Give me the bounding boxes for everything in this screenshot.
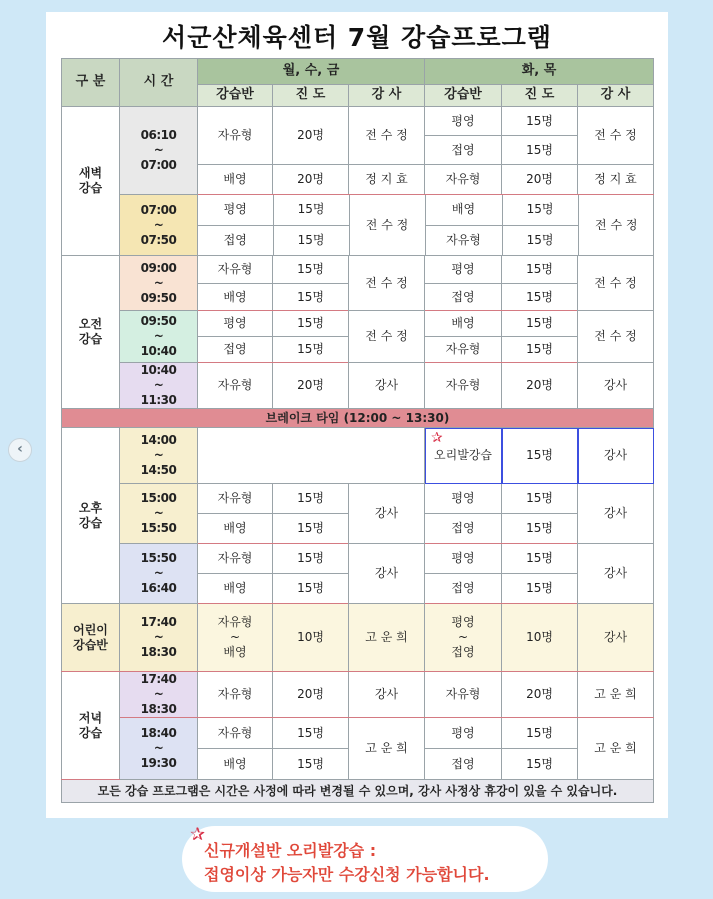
class-cell: 자유형 <box>198 107 273 165</box>
table-row <box>62 718 654 749</box>
count-cell: 15명 <box>273 484 349 514</box>
count-cell: 20명 <box>273 107 349 165</box>
break-row <box>62 409 654 428</box>
instructor-cell: 강사 <box>349 672 425 718</box>
instructor-cell: 전 수 정 <box>349 195 425 255</box>
count-cell: 10명 <box>273 604 349 672</box>
class-cell: 평영 ~ 접영 <box>425 604 502 672</box>
header-row <box>62 59 654 85</box>
table-row <box>62 428 654 484</box>
count-cell: 15명 <box>502 107 578 136</box>
instructor-cell: 강사 <box>349 484 425 544</box>
class-cell: 평영 <box>425 544 502 574</box>
instructor-cell: 강사 <box>349 363 425 409</box>
class-cell: 배영 <box>198 749 273 780</box>
count-cell: 20명 <box>273 165 349 195</box>
count-cell: 15명 <box>273 337 349 363</box>
section-dawn: 새벽 강습 <box>62 107 120 256</box>
time-slot: 17:40 ~ 18:30 <box>120 604 198 672</box>
page-title: 서군산체육센터 7월 강습프로그램 <box>162 23 552 52</box>
header-instructor-mwf: 강 사 <box>349 85 425 107</box>
instructor-cell: 전 수 정 <box>349 107 425 165</box>
header-class-mwf: 강습반 <box>198 85 273 107</box>
count-cell: 20명 <box>273 363 349 409</box>
table-row <box>62 195 654 256</box>
instructor-cell: 전 수 정 <box>578 256 654 311</box>
class-cell: 접영 <box>198 337 273 363</box>
instructor-cell: 정 지 효 <box>578 165 654 195</box>
count-cell: 15명 <box>502 136 578 165</box>
note-row <box>62 780 654 803</box>
empty-cell <box>198 428 425 484</box>
caption-line-2: 접영이상 가능자만 수강신청 가능합니다. <box>204 865 490 884</box>
class-cell: 자유형 <box>198 256 273 284</box>
class-cell: 자유형 <box>198 672 273 718</box>
section-afternoon: 오후 강습 <box>62 428 120 604</box>
count-cell: 10명 <box>502 604 578 672</box>
class-cell: 평영 <box>198 195 273 225</box>
time-slot: 15:00 ~ 15:50 <box>120 484 198 544</box>
instructor-cell: 전 수 정 <box>578 311 654 363</box>
count-cell: 15명 <box>273 225 349 255</box>
star-icon: ✰ <box>431 430 443 446</box>
count-cell: 15명 <box>502 284 578 311</box>
count-cell: 15명 <box>502 574 578 604</box>
count-cell: 20명 <box>502 672 578 718</box>
section-kids: 어린이 강습반 <box>62 604 120 672</box>
class-cell: 배영 <box>198 574 273 604</box>
count-cell: 20명 <box>273 672 349 718</box>
class-cell: 접영 <box>425 749 502 780</box>
class-cell: 자유형 <box>198 484 273 514</box>
count-cell: 15명 <box>502 311 578 337</box>
duck-class-cell <box>425 428 502 484</box>
count-cell: 15명 <box>273 574 349 604</box>
count-cell: 15명 <box>273 544 349 574</box>
instructor-cell: 전 수 정 <box>349 256 425 311</box>
class-cell: 평영 <box>425 256 502 284</box>
instructor-cell: 고 운 희 <box>349 718 425 780</box>
time-slot: 06:10 ~ 07:00 <box>120 107 198 195</box>
table-row <box>62 107 654 136</box>
count-cell: 15명 <box>273 284 349 311</box>
instructor-cell: 고 운 희 <box>578 718 654 780</box>
time-slot: 14:00 ~ 14:50 <box>120 428 198 484</box>
count-cell: 15명 <box>502 337 578 363</box>
class-cell: 접영 <box>425 136 502 165</box>
class-cell: 자유형 <box>425 225 502 255</box>
table-row <box>62 544 654 574</box>
instructor-cell: 전 수 정 <box>349 311 425 363</box>
class-cell: 자유형 <box>425 165 502 195</box>
star-icon: ✰ <box>190 824 206 845</box>
class-cell: 배영 <box>198 284 273 311</box>
count-cell: 20명 <box>502 165 578 195</box>
time-slot: 09:00 ~ 09:50 <box>120 256 198 311</box>
split-block <box>198 195 654 256</box>
header-tt: 화, 목 <box>425 59 654 85</box>
class-cell: 평영 <box>425 718 502 749</box>
caption-line-1: 신규개설반 오리발강습 : <box>204 841 377 860</box>
count-cell: 15명 <box>502 749 578 780</box>
count-cell: 15명 <box>502 256 578 284</box>
class-cell: 배영 <box>198 514 273 544</box>
class-cell: 평영 <box>425 107 502 136</box>
class-cell: 배영 <box>425 195 502 225</box>
header-instructor-tt: 강 사 <box>578 85 654 107</box>
instructor-cell: 강사 <box>578 428 654 484</box>
table-row <box>62 311 654 337</box>
instructor-cell: 강사 <box>578 363 654 409</box>
header-progress-tt: 진 도 <box>502 85 578 107</box>
schedule-table <box>61 58 654 803</box>
count-cell: 15명 <box>502 484 578 514</box>
class-cell: 평영 <box>425 484 502 514</box>
table-row <box>62 484 654 514</box>
class-cell: 자유형 <box>198 363 273 409</box>
instructor-cell: 전 수 정 <box>578 107 654 165</box>
schedule-sheet <box>46 12 668 818</box>
time-slot: 07:00 ~ 07:50 <box>120 195 198 256</box>
class-cell: 자유형 <box>425 672 502 718</box>
class-label: 오리발강습 <box>434 448 492 462</box>
break-time-label: 브레이크 타임 (12:00 ~ 13:30) <box>62 409 654 428</box>
footer-note: 모든 강습 프로그램은 시간은 사정에 따라 변경될 수 있으며, 강사 사정상 휴강이 있을 수 있습니다. <box>62 780 654 803</box>
split-table <box>198 195 654 255</box>
prev-arrow-icon[interactable]: ‹ <box>8 438 32 462</box>
header-progress-mwf: 진 도 <box>273 85 349 107</box>
instructor-cell: 강사 <box>578 544 654 604</box>
count-cell: 15명 <box>502 225 578 255</box>
class-cell: 접영 <box>425 514 502 544</box>
header-mwf: 월, 수, 금 <box>198 59 425 85</box>
header-class-tt: 강습반 <box>425 85 502 107</box>
table-row <box>62 672 654 718</box>
class-cell: 접영 <box>425 284 502 311</box>
instructor-cell: 강사 <box>578 484 654 544</box>
time-slot: 18:40 ~ 19:30 <box>120 718 198 780</box>
time-slot: 17:40 ~ 18:30 <box>120 672 198 718</box>
table-row <box>62 363 654 409</box>
instructor-cell: 강사 <box>578 604 654 672</box>
count-cell: 15명 <box>273 749 349 780</box>
count-cell: 15명 <box>502 514 578 544</box>
count-cell: 15명 <box>502 195 578 225</box>
header-category: 구 분 <box>62 59 120 107</box>
count-cell: 15명 <box>502 718 578 749</box>
section-evening: 저녁 강습 <box>62 672 120 780</box>
class-cell: 배영 <box>425 311 502 337</box>
count-cell: 15명 <box>273 195 349 225</box>
instructor-cell: 고 운 희 <box>578 672 654 718</box>
class-cell: 자유형 <box>425 363 502 409</box>
class-cell: 배영 <box>198 165 273 195</box>
instructor-cell: 정 지 효 <box>349 165 425 195</box>
header-time: 시 간 <box>120 59 198 107</box>
class-cell: 자유형 <box>198 544 273 574</box>
table-row <box>62 604 654 672</box>
instructor-cell: 강사 <box>349 544 425 604</box>
time-slot: 09:50 ~ 10:40 <box>120 311 198 363</box>
class-cell: 자유형 <box>425 337 502 363</box>
class-cell: 자유형 ~ 배영 <box>198 604 273 672</box>
section-morning: 오전 강습 <box>62 256 120 409</box>
class-cell: 자유형 <box>198 718 273 749</box>
count-cell: 20명 <box>502 363 578 409</box>
count-cell: 15명 <box>273 256 349 284</box>
instructor-cell: 고 운 희 <box>349 604 425 672</box>
count-cell: 15명 <box>502 544 578 574</box>
table-row <box>62 256 654 284</box>
time-slot: 15:50 ~ 16:40 <box>120 544 198 604</box>
count-cell: 15명 <box>273 311 349 337</box>
class-cell: 접영 <box>198 225 273 255</box>
count-cell: 15명 <box>273 718 349 749</box>
class-cell: 접영 <box>425 574 502 604</box>
caption-bubble <box>182 826 548 892</box>
count-cell: 15명 <box>502 428 578 484</box>
count-cell: 15명 <box>273 514 349 544</box>
time-slot: 10:40 ~ 11:30 <box>120 363 198 409</box>
class-cell: 평영 <box>198 311 273 337</box>
instructor-cell: 전 수 정 <box>595 217 638 232</box>
